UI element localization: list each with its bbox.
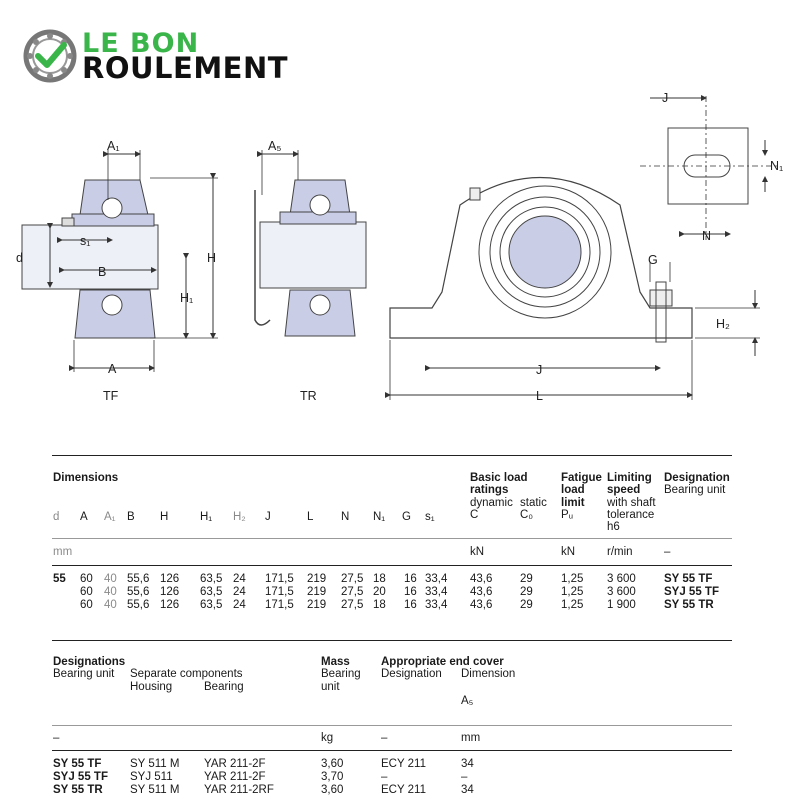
dim-label-n1: N₁: [770, 159, 784, 173]
limiting-heading-3: with shaft: [607, 497, 656, 509]
cell-h2: 24: [233, 573, 246, 585]
end-cover-heading: Appropriate end cover: [381, 656, 504, 668]
cell-dim: –: [461, 771, 468, 783]
end-cover-dimension-heading: Dimension: [461, 668, 516, 680]
brand-line2: ROULEMENT: [82, 51, 289, 85]
basic-load-heading-1: Basic load: [470, 472, 528, 484]
cell-h2: 24: [233, 599, 246, 611]
cell-a: 60: [80, 573, 93, 585]
unit-fatigue: kN: [561, 546, 576, 558]
cell-dim: 34: [461, 784, 474, 796]
dim-label-a5: A₅: [268, 139, 282, 153]
table1-header-rule: [52, 538, 732, 539]
cell-n1: 20: [373, 586, 386, 598]
cell-speed: 3 600: [607, 573, 636, 585]
cell-bearing: YAR 211-2F: [204, 758, 266, 770]
cell-c0: 29: [520, 586, 533, 598]
cell-a1: 40: [104, 586, 117, 598]
cell-h: 126: [160, 599, 180, 611]
col-a: A: [80, 511, 88, 523]
designation-heading: Designation: [664, 472, 730, 484]
dim-label-l: L: [536, 389, 543, 403]
unit-designation: –: [664, 546, 671, 558]
dim-label-j-top: J: [662, 91, 669, 105]
brand-line1: LE BON: [82, 28, 200, 59]
cell-c0: 29: [520, 599, 533, 611]
cell-b: 55,6: [127, 599, 150, 611]
col-j: J: [265, 511, 271, 523]
cell-a: 60: [80, 586, 93, 598]
dim-label-h: H: [207, 251, 217, 265]
cell-dim: 34: [461, 758, 474, 770]
cell-n: 27,5: [341, 599, 364, 611]
cell-s1: 33,4: [425, 573, 448, 585]
tf-view: [16, 139, 218, 403]
cell-h1: 63,5: [200, 573, 223, 585]
limiting-heading-2: speed: [607, 484, 641, 496]
unit-cover-dimension: mm: [461, 732, 481, 744]
unit-load: kN: [470, 546, 485, 558]
cell-mass: 3,70: [321, 771, 344, 783]
col-l: L: [307, 511, 314, 523]
col-h2: H₂: [233, 511, 246, 523]
housing-heading: Housing: [130, 681, 173, 693]
limiting-heading-1: Limiting: [607, 472, 652, 484]
cell-b: 55,6: [127, 586, 150, 598]
cell-h2: 24: [233, 586, 246, 598]
col-b: B: [127, 511, 135, 523]
col-pu: Pᵤ: [561, 509, 574, 521]
dim-label-a1: A₁: [107, 139, 120, 153]
cell-a1: 40: [104, 573, 117, 585]
cell-cover: ECY 211: [381, 784, 426, 796]
front-view: [390, 178, 760, 404]
cell-l: 219: [307, 573, 327, 585]
cell-j: 171,5: [265, 586, 294, 598]
dynamic-label: dynamic: [470, 497, 513, 509]
dim-label-h1: H₁: [180, 291, 194, 305]
dim-label-d: d: [16, 251, 23, 265]
cell-h1: 63,5: [200, 599, 223, 611]
cell-c: 43,6: [470, 586, 493, 598]
cell-n: 27,5: [341, 573, 364, 585]
table1-top-rule: [52, 455, 732, 456]
cell-h: 126: [160, 586, 180, 598]
view-label-tr: TR: [300, 389, 317, 403]
col-s1: s₁: [425, 511, 435, 523]
cell-c: 43,6: [470, 573, 493, 585]
table2-unit-rule: [52, 750, 732, 751]
cell-designation: SY 55 TF: [664, 573, 713, 585]
dim-label-a: A: [108, 362, 117, 376]
cell-bearing: YAR 211-2F: [204, 771, 266, 783]
technical-drawing: [0, 80, 800, 420]
cell-pu: 1,25: [561, 586, 584, 598]
cell-b: 55,6: [127, 573, 150, 585]
view-label-tf: TF: [103, 389, 119, 403]
limiting-heading-4: tolerance: [607, 509, 655, 521]
col-g: G: [402, 511, 411, 523]
dim-label-h2: H₂: [716, 317, 730, 331]
mass-heading: Mass: [321, 656, 350, 668]
col-a1: A₁: [104, 511, 116, 523]
limiting-heading-5: h6: [607, 521, 620, 533]
cell-g: 16: [404, 586, 417, 598]
cell-n1: 18: [373, 573, 386, 585]
cell-speed: 1 900: [607, 599, 636, 611]
cell-n: 27,5: [341, 586, 364, 598]
cell-mass: 3,60: [321, 784, 344, 796]
cell-designation: SYJ 55 TF: [664, 586, 719, 598]
end-cover-designation-heading: Designation: [381, 668, 442, 680]
cell-pu: 1,25: [561, 573, 584, 585]
end-cover-a5-heading: A₅: [461, 695, 474, 707]
cell-a: 60: [80, 599, 93, 611]
cell-j: 171,5: [265, 573, 294, 585]
cell-cover: –: [381, 771, 388, 783]
cell-bearing-unit: SYJ 55 TF: [53, 771, 108, 783]
bearing-heading: Bearing: [204, 681, 244, 693]
mass-sub1: Bearing: [321, 668, 361, 680]
static-label: static: [520, 497, 547, 509]
designations-heading: Designations: [53, 656, 126, 668]
bearing-check-icon: [22, 28, 78, 84]
cell-s1: 33,4: [425, 599, 448, 611]
dim-label-b: B: [98, 265, 107, 279]
cell-housing: SYJ 511: [130, 771, 173, 783]
unit-dims: mm: [53, 546, 73, 558]
col-n: N: [341, 511, 350, 523]
col-n1: N₁: [373, 511, 386, 523]
col-c0: C₀: [520, 509, 534, 521]
cell-housing: SY 511 M: [130, 784, 180, 796]
unit-cover-designation: –: [381, 732, 388, 744]
cell-c: 43,6: [470, 599, 493, 611]
cell-l: 219: [307, 599, 327, 611]
cell-mass: 3,60: [321, 758, 344, 770]
cell-designation: SY 55 TR: [664, 599, 714, 611]
cell-g: 16: [404, 599, 417, 611]
cell-n1: 18: [373, 599, 386, 611]
unit-bearing-unit: –: [53, 732, 60, 744]
col-h1: H₁: [200, 511, 213, 523]
unit-mass: kg: [321, 732, 334, 744]
cell-a1: 40: [104, 599, 117, 611]
fatigue-heading-1: Fatigue: [561, 472, 602, 484]
cell-h1: 63,5: [200, 586, 223, 598]
cell-h: 126: [160, 573, 180, 585]
cell-c0: 29: [520, 573, 533, 585]
col-c: C: [470, 509, 479, 521]
separate-components-heading: Separate components: [130, 668, 243, 680]
cell-g: 16: [404, 573, 417, 585]
col-d: d: [53, 511, 60, 523]
cell-bearing-unit: SY 55 TR: [53, 784, 103, 796]
cell-cover: ECY 211: [381, 758, 426, 770]
fatigue-heading-3: limit: [561, 497, 585, 509]
tr-view: [255, 139, 366, 403]
dim-label-j-bottom: J: [536, 363, 543, 377]
mass-sub2: unit: [321, 681, 340, 693]
dim-label-s1: s₁: [80, 234, 91, 248]
dim-label-g: G: [648, 253, 658, 267]
cell-d: 55: [53, 573, 66, 585]
table2-header-rule: [52, 725, 732, 726]
bearing-unit-heading: Bearing unit: [53, 668, 115, 680]
dim-label-n: N: [702, 229, 712, 243]
cell-l: 219: [307, 586, 327, 598]
cell-bearing: YAR 211-2RF: [204, 784, 274, 796]
cell-bearing-unit: SY 55 TF: [53, 758, 102, 770]
brand-logo: [22, 28, 302, 86]
dimensions-heading: Dimensions: [53, 472, 119, 484]
slot-detail: [640, 91, 783, 243]
fatigue-heading-2: load: [561, 484, 585, 496]
cell-pu: 1,25: [561, 599, 584, 611]
cell-j: 171,5: [265, 599, 294, 611]
cell-speed: 3 600: [607, 586, 636, 598]
table1-unit-rule: [52, 565, 732, 566]
cell-housing: SY 511 M: [130, 758, 180, 770]
unit-speed: r/min: [607, 546, 633, 558]
designation-subheading: Bearing unit: [664, 484, 726, 496]
table2-top-rule: [52, 640, 732, 641]
col-h: H: [160, 511, 169, 523]
cell-s1: 33,4: [425, 586, 448, 598]
basic-load-heading-2: ratings: [470, 484, 509, 496]
